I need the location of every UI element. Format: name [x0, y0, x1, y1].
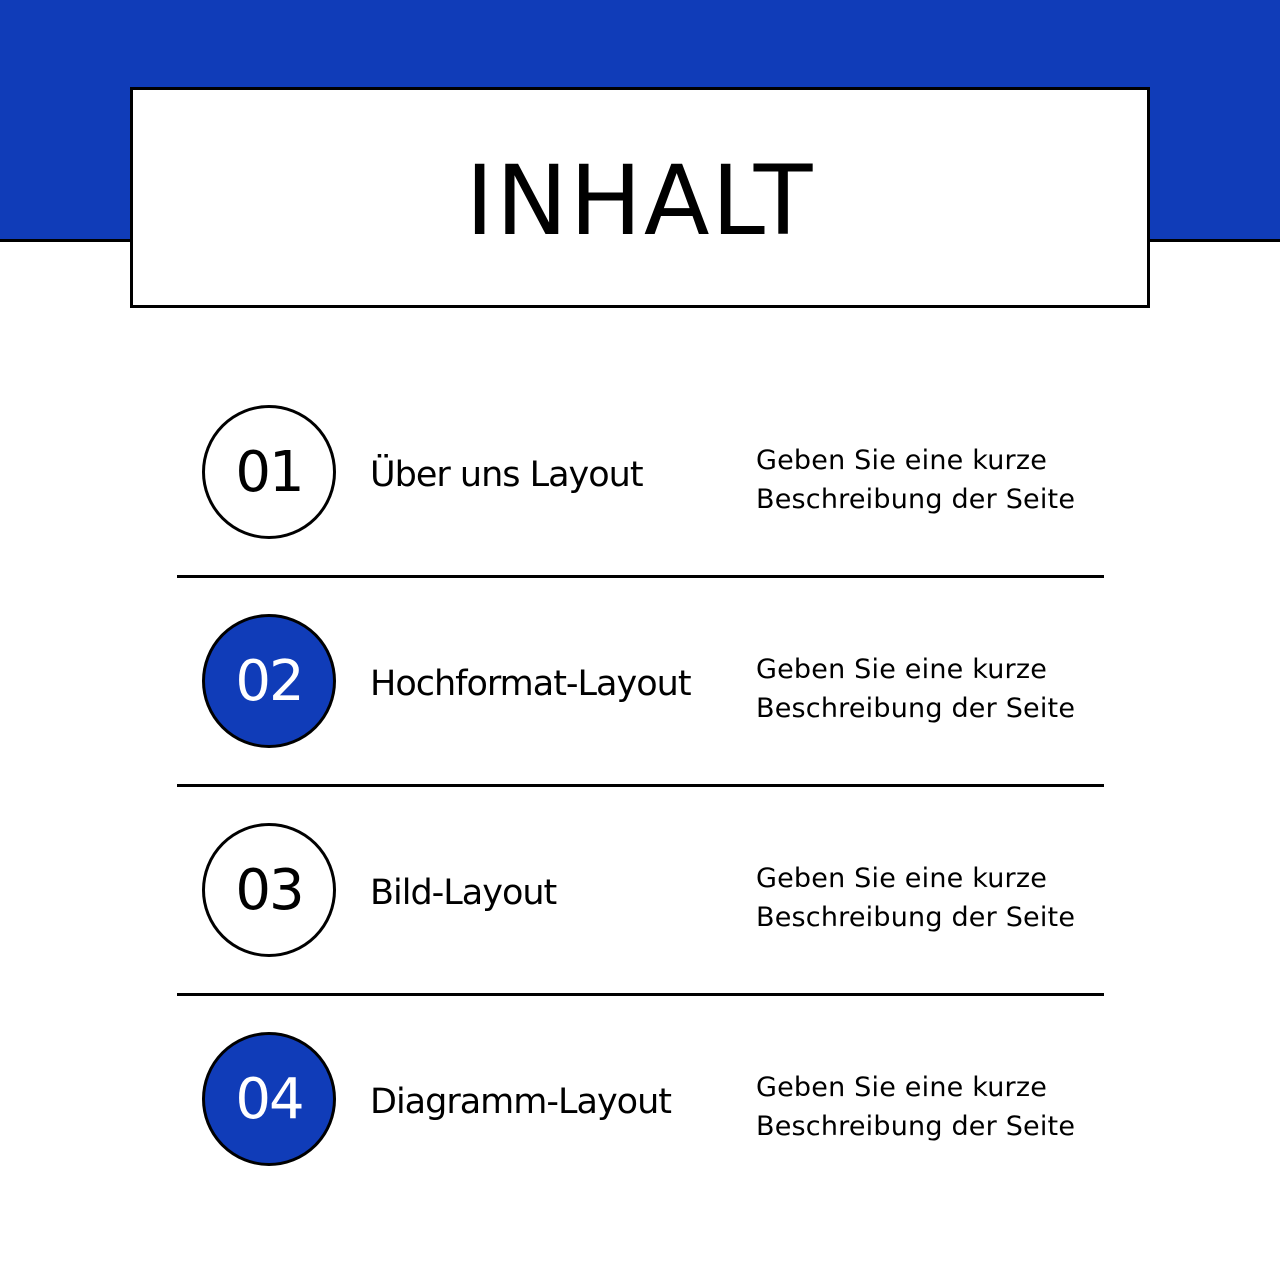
item-title: Über uns Layout	[370, 455, 643, 495]
desc-line-1: Geben Sie eine kurze	[756, 863, 1048, 894]
item-number: 03	[235, 857, 303, 923]
title-box	[130, 87, 1150, 308]
number-circle	[202, 614, 336, 748]
desc-line-1: Geben Sie eine kurze	[756, 445, 1048, 476]
divider	[177, 575, 1104, 578]
item-description	[756, 1068, 1075, 1146]
item-number: 01	[235, 439, 303, 505]
desc-line-2: Beschreibung der Seite	[756, 1111, 1076, 1142]
toc-item-1[interactable]	[0, 405, 1280, 545]
desc-line-1: Geben Sie eine kurze	[756, 654, 1048, 685]
desc-line-2: Beschreibung der Seite	[756, 693, 1076, 724]
toc-item-3[interactable]	[0, 823, 1280, 963]
divider	[177, 993, 1104, 996]
toc-item-4[interactable]	[0, 1032, 1280, 1172]
item-description	[756, 441, 1075, 519]
item-title: Hochformat-Layout	[370, 664, 691, 704]
item-description	[756, 650, 1075, 728]
number-circle	[202, 405, 336, 539]
desc-line-1: Geben Sie eine kurze	[756, 1072, 1048, 1103]
divider	[177, 784, 1104, 787]
number-circle	[202, 1032, 336, 1166]
item-description	[756, 859, 1075, 937]
toc-item-2[interactable]	[0, 614, 1280, 754]
item-number: 02	[235, 648, 303, 714]
number-circle	[202, 823, 336, 957]
desc-line-2: Beschreibung der Seite	[756, 902, 1076, 933]
item-title: Bild-Layout	[370, 873, 557, 913]
desc-line-2: Beschreibung der Seite	[756, 484, 1076, 515]
item-title: Diagramm-Layout	[370, 1082, 671, 1122]
page-title: INHALT	[465, 144, 815, 257]
item-number: 04	[235, 1066, 303, 1132]
